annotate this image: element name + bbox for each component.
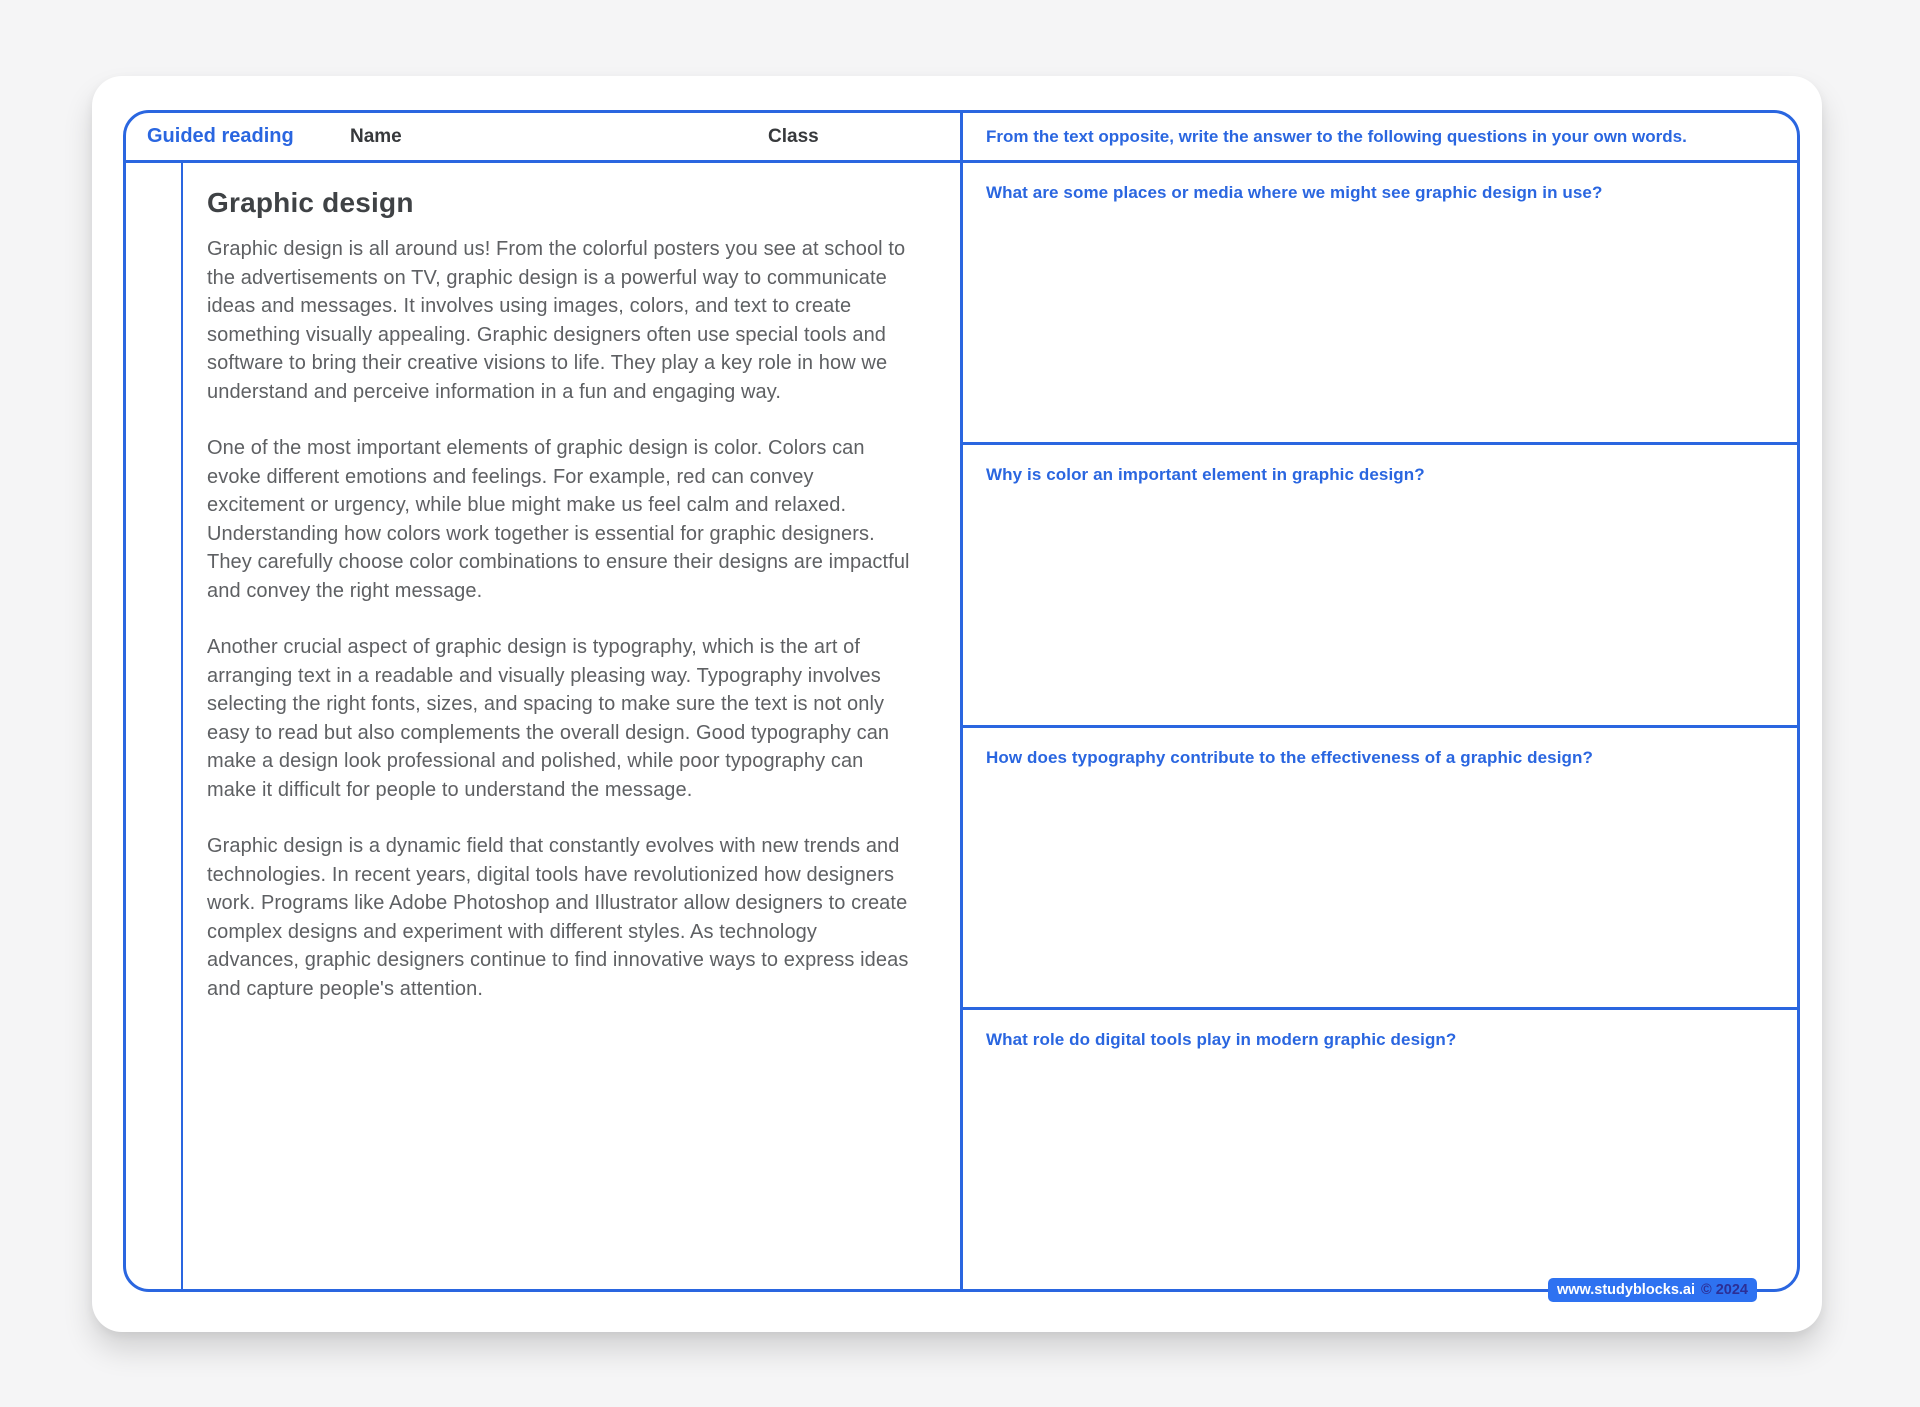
passage-paragraph: One of the most important elements of graphic design is color. Colors can evoke different emotions and feelings. For example, red can convey excitement or urgency, while blue might make us feel calm and relaxed. Understanding how colors work together is essential for graphic designers. They carefully choose color combinations to ensure their designs are impactful and convey the right message. xyxy=(207,437,910,602)
passage-paragraph: Another crucial aspect of graphic design is typography, which is the art of arranging text in a readable and visually pleasing way. Typography involves selecting the right fonts, sizes, and spacing to make sure the text is not only easy to read but also complements the overall design. Good typography can make a design look professional and polished, while poor typography can make it difficult for people to understand the message. xyxy=(207,636,890,801)
answer-space xyxy=(963,725,1797,1007)
worksheet-type-label: Guided reading xyxy=(147,125,294,147)
branding-url: www.studyblocks.ai xyxy=(1556,1282,1696,1298)
answer-space xyxy=(963,1007,1797,1289)
question-text: How does typography contribute to the effectiveness of a graphic design? xyxy=(986,747,1594,767)
question-text: What role do digital tools play in modern graphic design? xyxy=(986,1029,1457,1049)
class-label: Class xyxy=(768,125,819,147)
passage-paragraph: Graphic design is all around us! From the colorful posters you see at school to the advertisements on TV, graphic design is a powerful way to communicate ideas and messages. It involves using images, colors, and text to create something visually appealing. Graphic designers often use special tools and software to bring their creative visions to life. They play a key role in how we understand and perceive information in a fun and engaging way. xyxy=(207,238,906,403)
worksheet-card xyxy=(92,76,1822,1332)
questions-panel xyxy=(963,163,1797,1289)
passage-paragraph: Graphic design is a dynamic field that constantly evolves with new trends and technologies. In recent years, digital tools have revolutionized how designers work. Programs like Adobe Photoshop and Illustrator allow designers to create complex designs and experiment with different styles. As technology advances, graphic designers continue to find innovative ways to express ideas and capture people's attention. xyxy=(207,835,909,1000)
answer-space xyxy=(963,442,1797,724)
copyright-year: © 2024 xyxy=(1701,1282,1748,1298)
worksheet-frame xyxy=(123,110,1800,1298)
question-text: What are some places or media where we might see graphic design in use? xyxy=(986,183,1603,202)
answer-space xyxy=(963,163,1797,442)
reading-passage xyxy=(183,163,960,1289)
branding-badge xyxy=(1548,1278,1757,1302)
name-label: Name xyxy=(350,125,402,147)
question-text: Why is color an important element in graphic design? xyxy=(986,465,1425,485)
passage-title: Graphic design xyxy=(207,187,414,218)
instructions-text: From the text opposite, write the answer to the following questions in your own words. xyxy=(986,126,1687,146)
